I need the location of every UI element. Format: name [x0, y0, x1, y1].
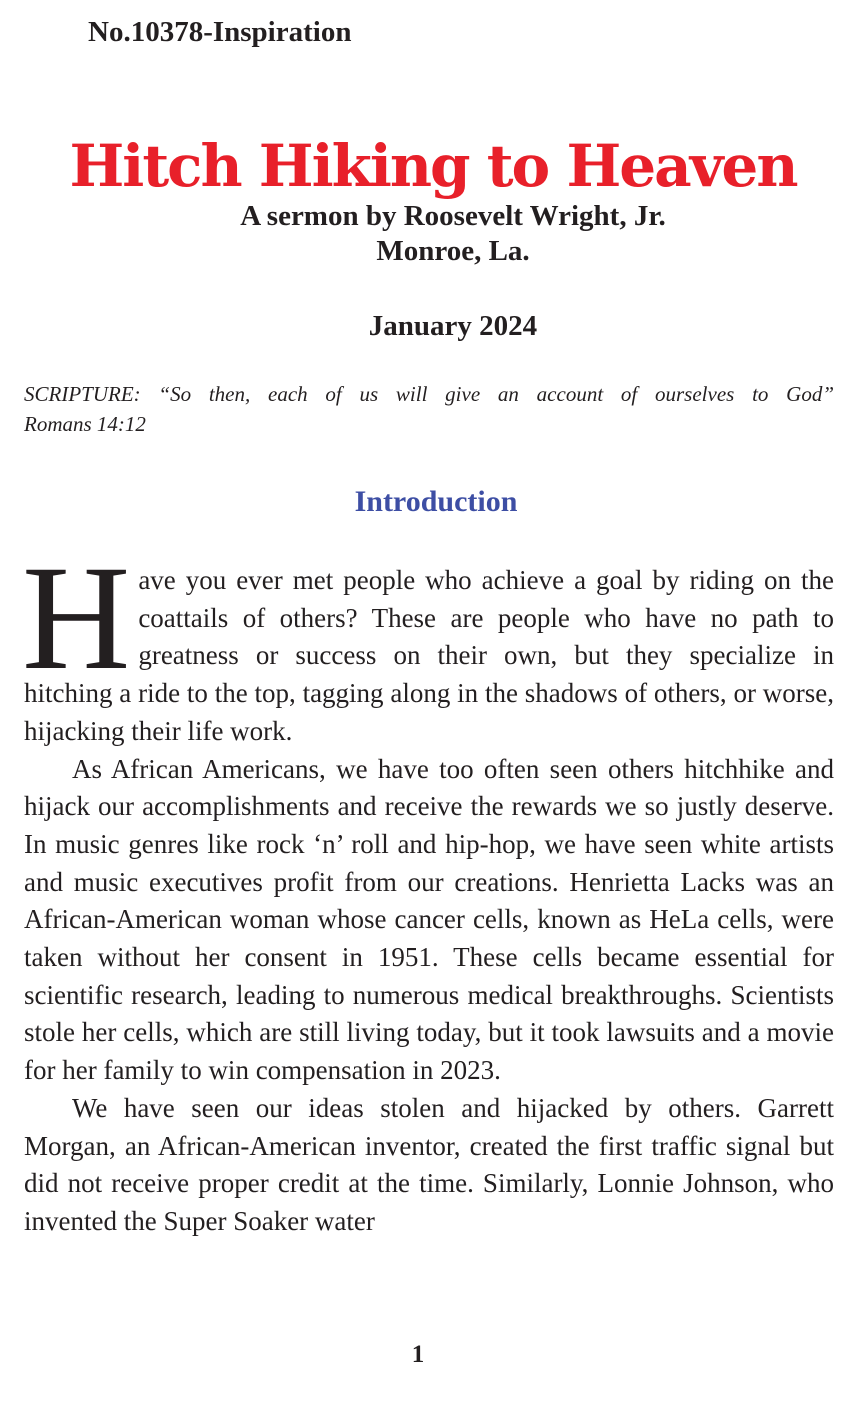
- scripture-reference: Romans 14:12: [24, 412, 146, 436]
- document-id: No.10378-Inspiration: [88, 16, 352, 48]
- author-line: A sermon by Roosevelt Wright, Jr.: [240, 200, 666, 232]
- sermon-body: [22, 535, 834, 1241]
- page-number: 1: [411, 1341, 425, 1368]
- paragraph-1-text: ave you ever met people who achieve a goal by riding on the coattails of others? These are people who have no path to greatness or success on their own, but they specialize in hitching a ride to the top, tagging along in the shadows of others, or worse, hijacking their life work.: [24, 565, 834, 746]
- sermon-title: Hitch Hiking to Heaven: [69, 132, 797, 200]
- drop-cap: H: [22, 535, 131, 701]
- scripture-quote: SCRIPTURE: “So then, each of us will give an account of ourselves to God”: [24, 382, 834, 406]
- date-line: January 2024: [368, 310, 538, 342]
- paragraph-3: We have seen our ideas stolen and hijacked by others. Garrett Morgan, an African-American inventor, created the first traffic signal but did not receive proper credit at the time. Similarly, Lonnie Johnson, who invented the Super Soaker water: [24, 1092, 834, 1236]
- paragraph-2: As African Americans, we have too often seen others hitchhike and hijack our accomplishments and receive the rewards we so justly deserve. In music genres like rock ‘n’ roll and hip-hop, we have seen white artists and music executives profit from our creations. Henrietta Lacks was an African-American woman whose cancer cells, known as HeLa cells, were taken without her consent in 1951. These cells became essential for scientific research, leading to numerous medical breakthroughs. Scientists stole her cells, which are still living today, but it took lawsuits and a movie for her family to win compensation in 2023.: [24, 753, 834, 1086]
- section-heading-introduction: Introduction: [354, 485, 518, 518]
- location-line: Monroe, La.: [376, 235, 530, 267]
- paragraph-1: [22, 535, 834, 751]
